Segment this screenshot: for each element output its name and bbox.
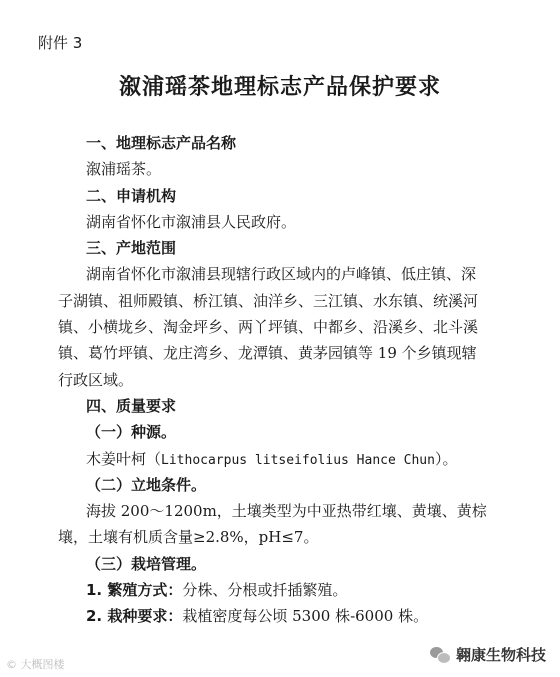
section-3-line-1: 湖南省怀化市溆浦县现辖行政区域内的卢峰镇、低庄镇、深 [86,265,477,284]
subsection-2-line-1: 海拔 200～1200m，土壤类型为中亚热带红壤、黄壤、黄棕 [86,502,487,521]
section-3-line-5: 行政区域。 [58,370,134,389]
subsection-1-body-prefix: 木姜叶柯（ [86,449,162,468]
item-2 [86,603,516,629]
watermark-left: © 大概图楼 [6,658,65,671]
item-1-label: 1. 繁殖方式： [86,581,183,600]
item-1 [86,577,516,603]
subsection-2-heading: （二）立地条件。 [86,475,207,494]
subsection-1-latin-name: Lithocarpus litseifolius Hance Chun [161,452,435,468]
watermark-right [430,644,546,665]
section-3-line-2: 子湖镇、祖师殿镇、桥江镇、油洋乡、三江镇、水东镇、统溪河 [58,291,479,310]
item-2-body: 栽植密度每公顷 5300 株-6000 株。 [182,607,429,626]
section-3-line-4: 镇、葛竹坪镇、龙庄湾乡、龙潭镇、黄茅园镇等 19 个乡镇现辖 [58,344,477,363]
subsection-1-body [86,446,516,472]
document-body [58,130,516,630]
section-1-heading: 一、地理标志产品名称 [86,134,237,152]
watermark-right-text: 翱康生物科技 [455,646,546,664]
subsection-1-body-suffix: ）。 [434,449,458,468]
section-4-heading: 四、质量要求 [86,396,177,415]
item-1-body: 分株、分根或扦插繁殖。 [182,581,348,600]
document-title: 溆浦瑶茶地理标志产品保护要求 [118,74,441,100]
section-2-heading: 二、申请机构 [86,186,177,205]
subsection-1-heading: （一）种源。 [86,423,177,442]
section-1-body: 溆浦瑶茶。 [86,160,162,179]
section-3-heading: 三、产地范围 [86,239,177,258]
item-2-label: 2. 栽种要求： [86,607,183,626]
subsection-2-line-2: 壤，土壤有机质含量≥2.8%，pH≤7。 [58,528,319,547]
subsection-3-heading: （三）栽培管理。 [86,554,207,573]
section-2-body: 湖南省怀化市溆浦县人民政府。 [86,212,297,231]
wechat-icon [430,646,450,664]
section-3-line-3: 镇、小横垅乡、淘金坪乡、两丫坪镇、中都乡、沿溪乡、北斗溪 [58,318,479,337]
attachment-label: 附件 3 [38,34,83,52]
